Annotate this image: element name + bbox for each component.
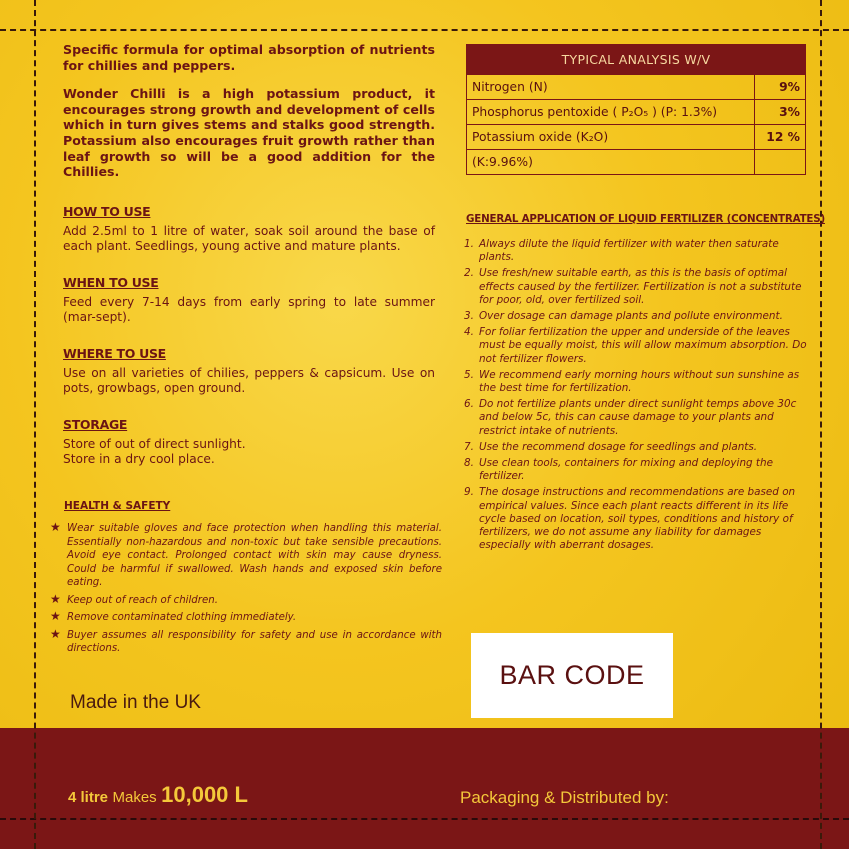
section-text: Use on all varieties of chilies, peppers & capsicum. Use on pots, growbags, open ground.: [63, 365, 435, 396]
item-number: 9.: [464, 486, 474, 499]
general-application-list: [464, 238, 809, 555]
distributed-by-label: Packaging & Distributed by:: [460, 788, 669, 807]
section-text: Feed every 7-14 days from early spring to late summer (mar-sept).: [63, 294, 435, 325]
star-icon: ★: [50, 520, 61, 534]
item-number: 1.: [464, 238, 474, 250]
item-text: We recommend early morning hours without sun sunshine as the best time for fertilization.: [479, 368, 800, 395]
item-text: The dosage instructions and recommendations are based on empirical values. Since each plant reacts different in its life cycle based on location, soil types, conditions and history of fertilizers, we do not assume any liability for damages especially with aberrant dosages.: [479, 486, 796, 552]
item-text: Over dosage can damage plants and pollute environment.: [479, 310, 783, 323]
analysis-row: [467, 75, 806, 100]
analysis-row: [467, 150, 806, 175]
health-safety-text: Wear suitable gloves and face protection when handling this material. Essentially non-hazardous and non-toxic but take sensible precautions. Avoid eye contact. Prolonged contact with skin may cause dryness. Could be harmful if swallowed. Wash hands and exposed skin before eating.: [67, 523, 442, 588]
item-text: Use clean tools, containers for mixing and deploying the fertilizer.: [479, 457, 773, 483]
volume-yield: [68, 782, 248, 808]
list-item: [464, 310, 809, 323]
section-heading: HOW TO USE: [63, 203, 151, 219]
made-in-label: Made in the UK: [70, 692, 201, 713]
section-text: Store of out of direct sunlight.: [63, 436, 246, 451]
analysis-table: [466, 44, 806, 175]
barcode-label: BAR CODE: [499, 660, 645, 690]
health-safety-item: [50, 591, 442, 608]
item-number: 2.: [464, 267, 474, 280]
list-item: [464, 267, 809, 307]
list-item: [464, 441, 809, 454]
health-safety-item: [50, 522, 442, 590]
section-heading: WHEN TO USE: [63, 274, 159, 290]
analysis-row: [467, 100, 806, 125]
section-where-to-use: [63, 346, 435, 397]
intro-text: Specific formula for optimal absorption of nutrients for chillies and peppers.: [63, 42, 435, 73]
analysis-header-row: [467, 45, 806, 75]
analysis-value: [755, 150, 806, 175]
item-number: 5.: [464, 368, 474, 381]
star-icon: ★: [50, 591, 61, 606]
list-item: [464, 326, 809, 366]
item-text: Use the recommend dosage for seedlings and plants.: [479, 440, 758, 453]
left-column: [63, 42, 435, 480]
health-safety-item: [50, 611, 442, 625]
list-item: [464, 398, 809, 438]
analysis-title: TYPICAL ANALYSIS W/V: [467, 45, 806, 75]
item-number: 6.: [464, 398, 474, 411]
analysis-label: Nitrogen (N): [467, 75, 755, 100]
section-heading: STORAGE: [63, 416, 128, 432]
item-text: For foliar fertilization the upper and underside of the leaves must be equally moist, this will allow maximum absorption. Do not fertilizer flowers.: [479, 326, 807, 365]
health-safety-text: Buyer assumes all responsibility for safety and use in accordance with directions.: [67, 629, 442, 654]
star-icon: ★: [50, 626, 61, 641]
item-number: 3.: [464, 310, 474, 323]
section-how-to-use: [63, 204, 435, 255]
item-text: Always dilute the liquid fertilizer with water then saturate plants.: [479, 238, 779, 264]
item-text: Do not fertilize plants under direct sunlight temps above 30c and below 5c, this can cause damage to your plants and restrict intake of nutrients.: [479, 398, 797, 437]
health-safety-list: [50, 522, 442, 660]
list-item: [464, 369, 809, 395]
star-icon: ★: [50, 609, 61, 623]
analysis-row: [467, 125, 806, 150]
makes-text: Makes: [112, 789, 157, 806]
cut-line-bottom: [0, 818, 849, 820]
barcode-placeholder: [471, 633, 673, 718]
health-safety-text: Keep out of reach of children.: [67, 594, 218, 606]
list-item: [464, 238, 809, 264]
list-item: [464, 457, 809, 483]
analysis-value: 9%: [755, 75, 806, 100]
health-safety-item: [50, 626, 442, 656]
item-number: 7.: [464, 440, 474, 453]
section-text-2: Store in a dry cool place.: [63, 452, 215, 467]
section-heading: WHERE TO USE: [63, 345, 166, 361]
description-text: Wonder Chilli is a high potassium product, it encourages strong growth and development of cells which in turn gives stems and stalks good strength. Potassium also encourages fruit growth rather than leaf growth so will be a good addition for the Chillies.: [63, 86, 435, 180]
yield-text: 10,000 L: [161, 782, 248, 807]
analysis-label: Phosphorus pentoxide ( P₂O₅ ) (P: 1.3%): [467, 100, 755, 125]
analysis-value: 12 %: [755, 125, 806, 150]
analysis-value: 3%: [755, 100, 806, 125]
analysis-label: (K:9.96%): [467, 150, 755, 175]
section-when-to-use: [63, 275, 435, 326]
cut-line-left: [34, 0, 36, 849]
section-text: Add 2.5ml to 1 litre of water, soak soil around the base of each plant. Seedlings, young active and mature plants.: [63, 223, 435, 254]
item-text: Use fresh/new suitable earth, as this is the basis of optimal effects caused by the fertilizer. Fertilization is not a substitute for poor, old, over fertilized soil.: [479, 267, 802, 306]
health-safety-text: Remove contaminated clothing immediately.: [67, 612, 297, 623]
item-number: 8.: [464, 457, 474, 470]
cut-line-right: [820, 0, 822, 849]
list-item: [464, 486, 809, 552]
item-number: 4.: [464, 326, 474, 339]
analysis-label: Potassium oxide (K₂O): [467, 125, 755, 150]
volume-text: 4 litre: [68, 789, 109, 806]
section-storage: [63, 417, 435, 468]
general-application-title: GENERAL APPLICATION OF LIQUID FERTILIZER (CONCENTRATES): [466, 213, 825, 225]
cut-line-top: [0, 29, 849, 31]
health-safety-title: HEALTH & SAFETY: [64, 500, 171, 512]
